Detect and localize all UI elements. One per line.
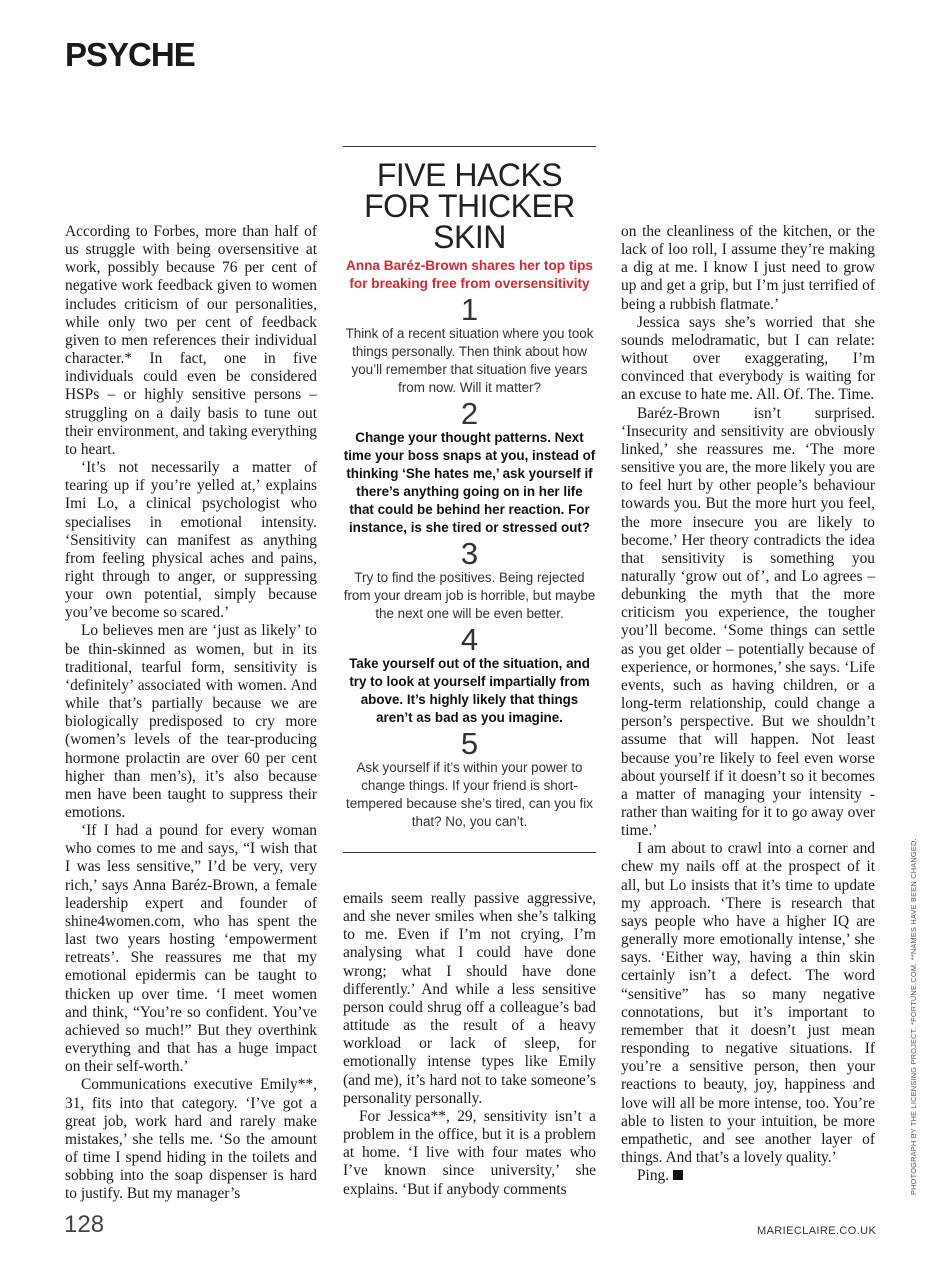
website: MARIECLAIRE.CO.UK [757,1225,877,1237]
article-column-3 [621,223,875,1185]
tip-number: 4 [460,622,479,657]
paragraph: on the cleanliness of the kitchen, or the lack of loo roll, I assume they’re making a dig at me. I know I just need to grow up and get a grip, but I’m just terrified of being a rubbish flatmate.’ [621,223,875,313]
article-column-1 [65,223,317,1203]
article-column-2 [343,890,596,1199]
closing-paragraph [621,1167,875,1185]
sidebar-bottom-rule [343,852,596,853]
paragraph: Jessica says she’s worried that she sounds melodramatic, but I can relate: without over exaggerating, I’m convinced that everybody is waiting for an excuse to hate me. All. Of. The. Time. [621,313,875,404]
paragraph: For Jessica**, 29, sensitivity isn’t a problem in the office, but it is a problem at home. ‘I live with four mates who I’ve known since university,’ she explains. ‘But if anybody comments [343,1107,596,1198]
sidebar-title: FIVE HACKS FOR THICKER SKIN [364,157,575,255]
tip-number: 1 [460,292,479,327]
tip-text: Ask yourself if it’s within your power to change things. If your friend is short-tempered because she’s tired, can you fix that? No, you can’t. [346,760,593,829]
paragraph: I am about to crawl into a corner and chew my nails off at the prospect of it all, but Lo insists that it’s time to update my approach. ‘There is research that says people who have a higher IQ are generally more emotionally intense,’ she says. ‘Either way, having a thin skin certainly isn’t a defect. The word “sensitive” has so many negative connotations, but it’s important to remember that it doesn’t just mean responding to negative situations. If you’re a sensitive person, then your reactions to beauty, joy, happiness and love will all be more intense, too. You’re able to listen to your intuition, be more empathetic, and see another layer of things. And that’s a lovely quality.’ [621,840,875,1166]
tip-number: 2 [460,396,479,431]
paragraph: Lo believes men are ‘just as likely’ to be thin-skinned as women, but in its traditional, tearful form, sensitivity is ‘definitely’ associated with women. And while that’s partially because we are biologically predisposed to cry more (women’s levels of the tear-producing hormone prolactin are over 60 per cent higher than men’s), it’s also because men have been taught to suppress their emotions. [65,622,317,821]
paragraph: Baréz-Brown isn’t surprised. ‘Insecurity and sensitivity are obviously linked,’ she reassures me. ‘The more sensitive you are, the more likely you are to feel hurt by other people’s behaviour towards you. But the more hurt you feel, the more insecure you are likely to become.’ Her theory contradicts the idea that sensitivity is something you naturally ‘grow out of’, and Lo agrees – debunking the myth that the more criticism you experience, the tougher you’ll become. ‘Some things can settle as you get older – potentially because of experience, or hormones,’ she says. ‘Life events, such as having children, or a long-term relationship, could change a person’s perspective. But we shouldn’t assume that will happen. Not least because you’re likely to feel even worse about yourself if it doesn’t so it becomes a matter of managing your intensity - rather than waiting for it to go away over time.’ [621,404,875,840]
page-number: 128 [64,1211,105,1238]
photo-credit: PHOTOGRAPH BY THE LICENSING PROJECT. *FORTUNE.COM. **NAMES HAVE BEEN CHANGED. [909,838,918,1195]
sidebar-subtitle: Anna Baréz-Brown shares her top tips for breaking free from oversensitivity [346,258,593,291]
sidebar-top-rule [343,146,596,147]
tip-text: Change your thought patterns. Next time your boss snaps at you, instead of thinking ‘She hates me,’ ask yourself if there’s anything going on in her life that could be behind her reaction. For instance, is she tired or stressed out? [343,430,596,535]
paragraph: ‘If I had a pound for every woman who comes to me and says, “I wish that I was less sensitive,” I’d be very, very rich,’ says Anna Baréz-Brown, a female leadership expert and founder of shine4women.com, who has spent the last two years hosting ‘empowerment retreats’. She reassures me that my emotional epidermis can be taught to thicken up over time. ‘I meet women and think, “You’re so confident. You’ve achieved so much!” But they overthink everything and that has a huge impact on their self-worth.’ [65,822,317,1076]
sidebar-box [343,146,596,853]
end-mark-icon [673,1170,683,1180]
paragraph: ‘It’s not necessarily a matter of tearing up if you’re yelled at,’ explains Imi Lo, a clinical psychologist who specialises in emotional intensity. ‘Sensitivity can manifest as anything from feeling physical aches and pains, right through to anger, or suppressing your own potential, simply because you’ve become so scared.’ [65,459,317,622]
tip-number: 5 [460,726,479,761]
paragraph: Communications executive Emily**, 31, fits into that category. ‘I’ve got a great job, work hard and rarely make mistakes,’ she tells me. ‘So the amount of time I spend hiding in the toilets and sobbing into the soap dispenser is hard to justify. But my manager’s [65,1076,317,1203]
closing-word: Ping. [637,1167,670,1185]
paragraph: emails seem really passive aggressive, and she never smiles when she’s talking to me. Even if I’m not crying, I’m analysing what I could have done wrong; what I should have done differently.’ And while a less sensitive person could shrug off a colleague’s bad attitude as the result of a heavy workload or lack of sleep, for emotionally intense types like Emily (and me), it’s hard not to take someone’s personality personally. [343,890,596,1107]
tip-number: 3 [460,536,479,571]
section-title: PSYCHE [65,36,195,73]
tip-text: Think of a recent situation where you took things personally. Then think about how you’ll remember that situation five years from now. Will it matter? [345,326,594,395]
tip-text: Take yourself out of the situation, and try to look at yourself impartially from above. It’s highly likely that things aren’t as bad as you imagine. [349,656,590,725]
tip-text: Try to find the positives. Being rejected from your dream job is horrible, but maybe the next one will be even better. [343,570,596,621]
paragraph: According to Forbes, more than half of us struggle with being oversensitive at work, possibly because 76 per cent of negative work feedback given to women includes criticism of our personalities, while only two per cent of feedback given to men references their individual character.* In fact, one in five individuals could even be considered HSPs – or highly sensitive persons – struggling on a daily basis to tune out their environment, and taking everything to heart. [65,223,317,458]
